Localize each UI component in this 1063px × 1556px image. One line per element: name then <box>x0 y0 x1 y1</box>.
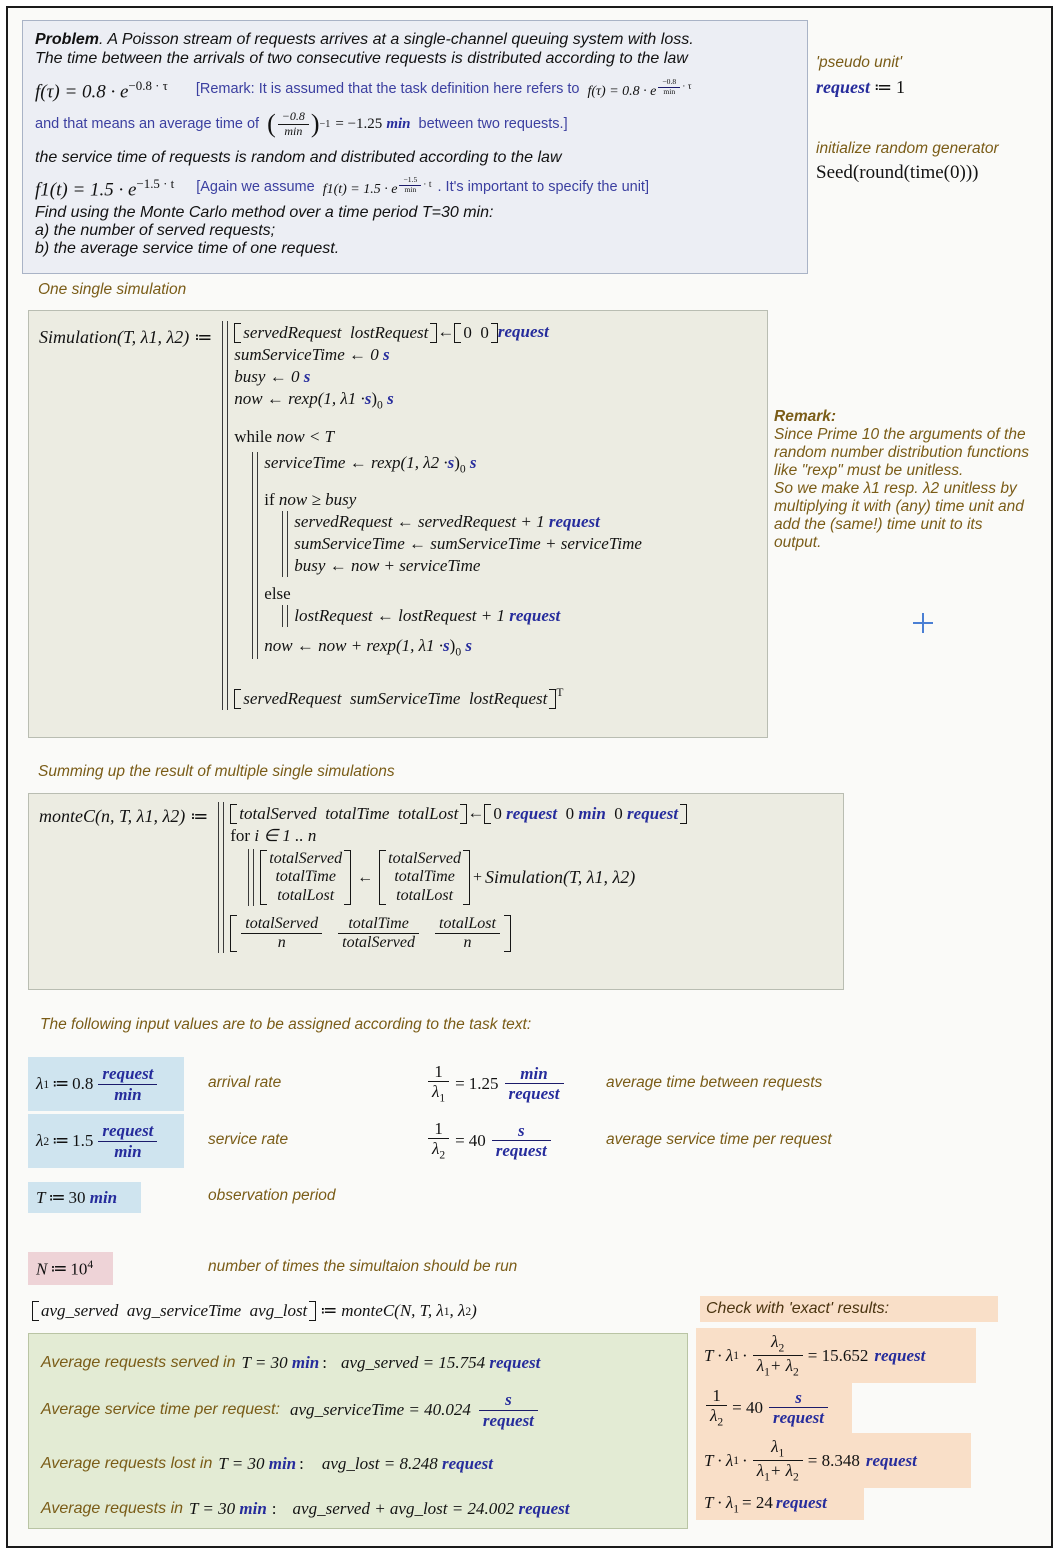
problem-line3: the service time of requests is random and distributed according to the law <box>35 149 562 167</box>
n-runs-description-text: number of times the simultaion should be run <box>208 1258 518 1275</box>
remark-line-1: Since Prime 10 the arguments of the <box>774 426 1026 443</box>
observation-period-description-text: observation period <box>208 1187 336 1204</box>
remark-title: Remark: <box>774 408 837 425</box>
check-caption-text: Check with 'exact' results: <box>706 1300 890 1317</box>
sim-else-header: else <box>264 583 291 603</box>
simulation-caption[interactable] <box>38 281 398 303</box>
sim-accumulate-servicetime: sumServiceTime ← sumServiceTime + serviceTime <box>294 533 642 553</box>
problem-line1: . A Poisson stream of requests arrives at a single-channel queuing system with loss. <box>99 31 694 48</box>
lambda2-derived-expression: $\frac{1}{\lambda_2}$ = 40 $\frac{s}{\text{request}}$ <box>426 1119 553 1162</box>
remark-line-6: add the (same!) time unit to its <box>774 516 983 533</box>
remark-region[interactable] <box>774 408 1054 558</box>
problem-line6: b) the average service time of one request. <box>35 239 340 257</box>
result-row-1 <box>41 1344 675 1382</box>
problem-statement-region[interactable] <box>22 20 808 274</box>
check-formula-2[interactable] <box>696 1383 852 1433</box>
problem-line4: Find using the Monte Carlo method over a time period T=30 min: <box>35 203 494 221</box>
lambda2-derived-description-text: average service time per request <box>606 1131 832 1148</box>
montec-assignment-expression: avg_served avg_serviceTime avg_lost ≔ monteC(N, T, λ 1 , λ 2 ) <box>32 1301 477 1321</box>
montec-return-vector: $\frac{\text{totalServed}}{n}$ $\frac{\text{totalTime}}{\text{totalServed}}$ $\frac{\text{totalLost}}{n}$ <box>230 914 687 953</box>
remark-inline-3: [Again we assume f1(t) = 1.5 · e $^{\frac{-1.5}{\min} \cdot t}$ . It's important to specify the unit] <box>196 175 649 198</box>
result-3-label: Average requests lost in <box>41 1455 213 1472</box>
result-2-label: Average service time per request: <box>41 1401 280 1418</box>
result-1-label: Average requests served in <box>41 1354 236 1371</box>
result-3-value: avg_lost = 8.248 request <box>321 1454 493 1473</box>
result-4-value: avg_served + avg_lost = 24.002 request <box>292 1499 570 1518</box>
result-row-2 <box>41 1382 675 1438</box>
check-formula-3[interactable] <box>696 1433 971 1488</box>
sim-if-header: if now ≥ busy <box>264 489 357 509</box>
seed-caption: initialize random generator <box>816 140 999 157</box>
sim-increment-served: servedRequest ← servedRequest + 1 request <box>294 511 600 531</box>
sim-servicetime: serviceTime ← rexp(1, $\lambda 2 \cdot s)_0$ s <box>264 453 477 476</box>
lambda2-description-text: service rate <box>208 1131 289 1148</box>
lambda2-definition[interactable] <box>28 1114 184 1168</box>
remark-equation-2: ( $\frac{-0.8}{\min}$ ) −1 = −1.25 min <box>267 109 411 139</box>
equation-f1-t: $f1(t) = 1.5 \cdot e^{-1.5 \cdot t}$ <box>35 176 175 201</box>
result-row-4 <box>41 1490 675 1528</box>
lambda1-derived[interactable] <box>426 1058 596 1110</box>
remark-line-4: So we make λ1 resp. λ2 unitless by <box>774 480 1017 497</box>
problem-line5: a) the number of served requests; <box>35 221 276 239</box>
lambda1-description-text: arrival rate <box>208 1074 282 1091</box>
seed-expression: Seed(round(time(0))) <box>816 162 979 183</box>
sim-return-vector: servedRequest sumServiceTime lostRequest $^T$ <box>234 685 642 710</box>
remark-line-3: like "rexp" must be unitless. <box>774 462 964 479</box>
lambda2-derived-description[interactable] <box>606 1131 916 1153</box>
sim-advance-now: now ← now + rexp(1, $\lambda 1 \cdot s)_0$ s <box>264 635 472 659</box>
sim-while-body <box>250 452 642 659</box>
check-formula-1-expression: T · λ 1 · $\frac{\lambda_2}{\lambda_1+ \lambda_2}$ = 15.652 request <box>704 1331 926 1379</box>
check-formula-4-expression: $T \cdot \lambda_1 = 24$ request <box>704 1492 827 1516</box>
result-2-value: avg_serviceTime = 40.024 $\frac{s}{\text{request}}$ <box>290 1390 540 1429</box>
sim-init-busy: busy ← 0 s <box>234 367 311 387</box>
lambda2-derived[interactable] <box>426 1115 596 1167</box>
montec-init-vector: totalServed totalTime totalLost ← 0 request 0 min 0 request <box>230 802 687 825</box>
check-formula-1[interactable] <box>696 1328 976 1383</box>
lambda1-definition[interactable] <box>28 1057 184 1111</box>
inputs-caption-text: The following input values are to be assigned according to the task text: <box>40 1016 532 1033</box>
equation-f-tau: $f(\tau) = 0.8 \cdot e^{-0.8 \cdot \tau}$ <box>35 78 168 103</box>
sim-if-body <box>280 511 642 577</box>
results-region[interactable] <box>28 1333 688 1529</box>
montec-for-body <box>246 849 687 906</box>
montec-program-region[interactable] <box>28 793 844 990</box>
sim-init-vector: servedRequest lostRequest ← 0 0 request <box>234 321 642 344</box>
lambda1-derived-description-text: average time between requests <box>606 1074 823 1091</box>
check-formula-3-expression: T · λ 1 · $\frac{\lambda_1}{\lambda_1+ \lambda_2}$ = 8.348 request <box>704 1436 917 1484</box>
result-3-condition: T = 30 min : <box>218 1454 304 1473</box>
simulation-caption-text: One single simulation <box>38 281 187 298</box>
simulation-header: Simulation(T, λ1, λ2) ≔ <box>39 327 213 347</box>
result-row-3 <box>41 1438 675 1490</box>
seed-region[interactable] <box>816 140 1051 190</box>
montec-body <box>216 802 687 953</box>
sim-init-now: now ← rexp(1, $\lambda 1 \cdot s)_0$ s <box>234 389 394 412</box>
montec-accumulate: totalServed totalTime totalLost ← totalServed totalTime totalLost + Simulation(T, λ1, λ2) <box>260 849 687 906</box>
montec-caption-text: Summing up the result of multiple single simulations <box>38 763 395 780</box>
lambda1-description[interactable] <box>208 1074 368 1096</box>
problem-label: Problem <box>35 31 100 48</box>
lambda1-derived-description[interactable] <box>606 1074 906 1096</box>
sim-else-body <box>280 605 642 627</box>
result-4-condition: T = 30 min : <box>189 1499 277 1518</box>
lambda1-derived-expression: $\frac{1}{\lambda_1}$ = 1.25 $\frac{\min}{\text{request}}$ <box>426 1062 566 1105</box>
worksheet-page <box>6 6 1053 1548</box>
remark-equation-1: f(τ) = 0.8 · e $^{\frac{-0.8}{\min} \cdot \tau}$ <box>587 77 692 99</box>
sim-init-sumservicetime: sumServiceTime ← 0 s <box>234 345 390 365</box>
simulation-body <box>220 321 642 710</box>
pseudo-unit-region[interactable] <box>816 54 1046 102</box>
remark-inline-1: [Remark: It is assumed that the task definition here refers to f(τ) = 0.8 · e $^{\frac{-0.8}{\min} \cdot \tau}$ <box>195 77 692 99</box>
sim-update-busy: busy ← now + serviceTime <box>294 555 481 575</box>
pseudo-unit-caption: 'pseudo unit' <box>816 54 903 71</box>
remark-line-5: multiplying it with (any) time unit and <box>774 498 1024 515</box>
montec-header: monteC(n, T, λ1, λ2) ≔ <box>39 806 209 826</box>
montec-assignment[interactable] <box>32 1296 632 1326</box>
remark-equation-3: f1(t) = 1.5 · e $^{\frac{-1.5}{\min} \cdot t}$ <box>322 175 432 198</box>
remark-line-2: random number distribution functions <box>774 444 1030 461</box>
result-4-label: Average requests in <box>41 1500 184 1517</box>
montec-caption[interactable] <box>38 763 508 785</box>
lambda2-description[interactable] <box>208 1131 368 1153</box>
result-1-condition: T = 30 min : <box>241 1353 327 1372</box>
remark-line-7: output. <box>774 534 822 551</box>
result-1-value: avg_served = 15.754 request <box>341 1353 541 1372</box>
pseudo-unit-definition: request ≔ 1 <box>816 77 905 97</box>
n-runs-expression: N ≔ $10^4$ <box>36 1257 94 1279</box>
check-formula-2-expression: $\frac{1}{\lambda_2}$ = 40 $\frac{s}{\text{request}}$ <box>704 1386 830 1429</box>
remark-inline-2: and that means an average time of ( $\frac{-0.8}{\min}$ ) −1 = −1.25 min between two requests.] <box>35 109 568 139</box>
n-runs-definition[interactable] <box>28 1252 113 1285</box>
sim-while-header: while now < T <box>234 427 335 447</box>
check-caption-region[interactable] <box>700 1296 998 1322</box>
montec-for-header: for i ∈ 1 .. n <box>230 826 317 846</box>
observation-period-expression: T ≔ 30 min <box>36 1187 118 1207</box>
observation-period-definition[interactable] <box>28 1182 141 1213</box>
lambda1-expression: λ 1 ≔ 0.8 $\frac{\text{request}}{\min}$ <box>36 1064 159 1103</box>
problem-line2: The time between the arrivals of two consecutive requests is distributed according to the law <box>35 50 688 67</box>
crosshair-cursor-icon <box>913 613 933 633</box>
check-formula-4[interactable] <box>696 1488 864 1520</box>
simulation-program-region[interactable] <box>28 310 768 738</box>
n-runs-description[interactable] <box>208 1258 648 1280</box>
lambda2-expression: λ 2 ≔ 1.5 $\frac{\text{request}}{\min}$ <box>36 1121 159 1160</box>
observation-period-description[interactable] <box>208 1187 428 1209</box>
sim-increment-lost: lostRequest ← lostRequest + 1 request <box>294 605 561 625</box>
inputs-caption[interactable] <box>40 1016 640 1038</box>
